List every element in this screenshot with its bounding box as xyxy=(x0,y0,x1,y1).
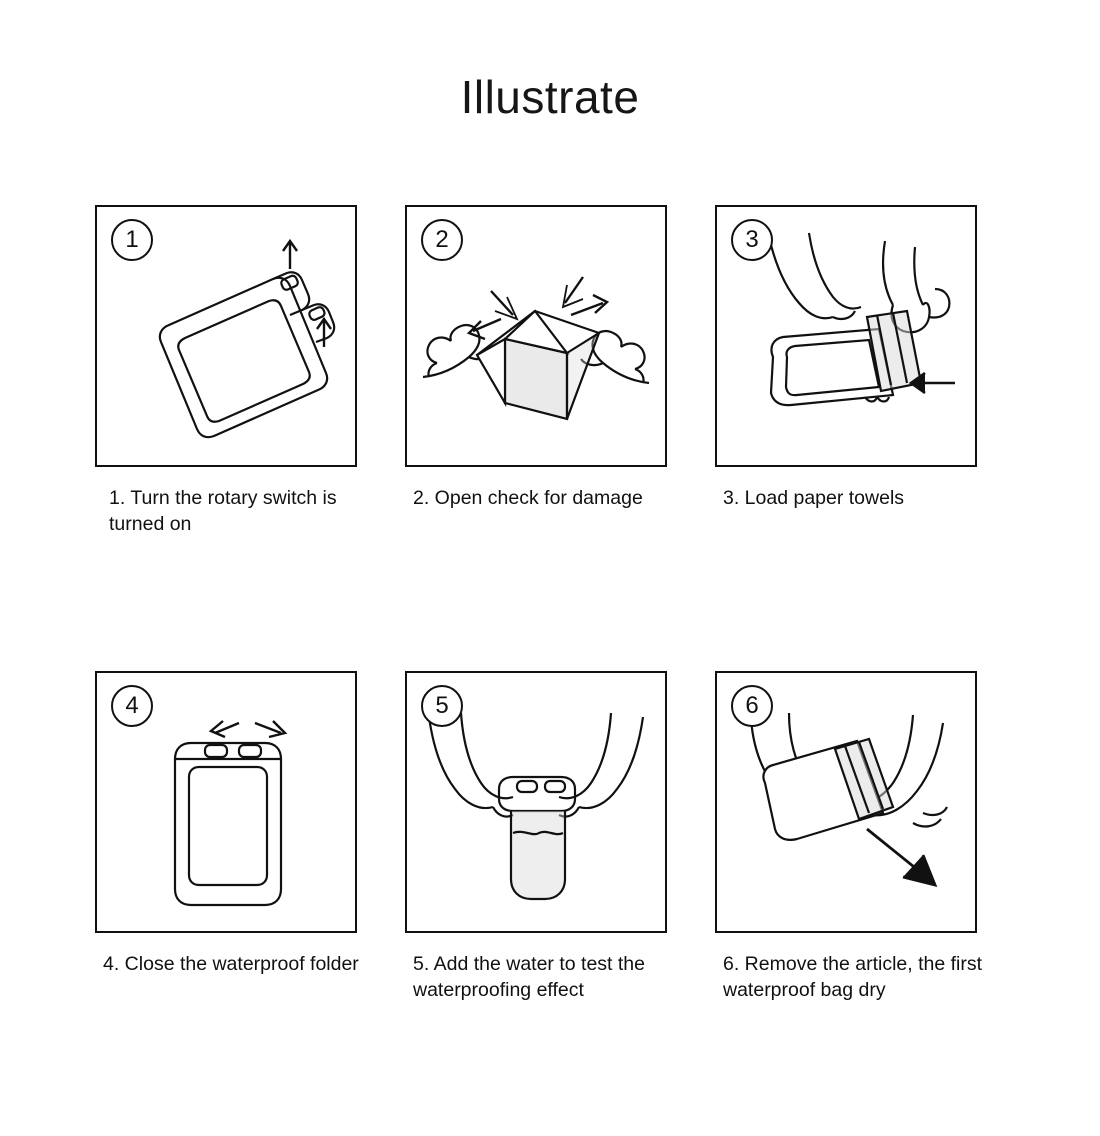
step-panel-2 xyxy=(405,205,667,467)
step-item xyxy=(715,671,1025,1004)
step-caption-2: 2. Open check for damage xyxy=(413,487,643,509)
step-panel-1 xyxy=(95,205,357,467)
steps-grid xyxy=(95,205,1025,1136)
step-caption-3: 3. Load paper towels xyxy=(723,487,905,509)
step-caption-1: 1. Turn the rotary switch is turned on xyxy=(109,487,337,536)
step-panel-3 xyxy=(715,205,977,467)
step-panel-4 xyxy=(95,671,357,933)
page-title: Illustrate xyxy=(460,71,640,123)
step-item xyxy=(715,205,1025,538)
step-number-badge-1: 1 xyxy=(111,219,153,261)
step-item xyxy=(95,205,405,538)
step-caption-4: 4. Close the waterproof folder xyxy=(103,952,359,975)
step-item xyxy=(95,671,405,1004)
step-number-badge-3: 3 xyxy=(731,219,773,261)
step-number-badge-6: 6 xyxy=(731,685,773,727)
step-caption-6: 6. Remove the article, the first waterproof bag dry xyxy=(723,952,983,1001)
step-number-badge-4: 4 xyxy=(111,685,153,727)
step-number-badge-5: 5 xyxy=(421,685,463,727)
step-panel-5 xyxy=(405,671,667,933)
step-item xyxy=(405,671,715,1004)
step-number-badge-2: 2 xyxy=(421,219,463,261)
step-panel-6 xyxy=(715,671,977,933)
step-caption-5: 5. Add the water to test the waterproofing effect xyxy=(413,952,645,1001)
step-item xyxy=(405,205,715,538)
